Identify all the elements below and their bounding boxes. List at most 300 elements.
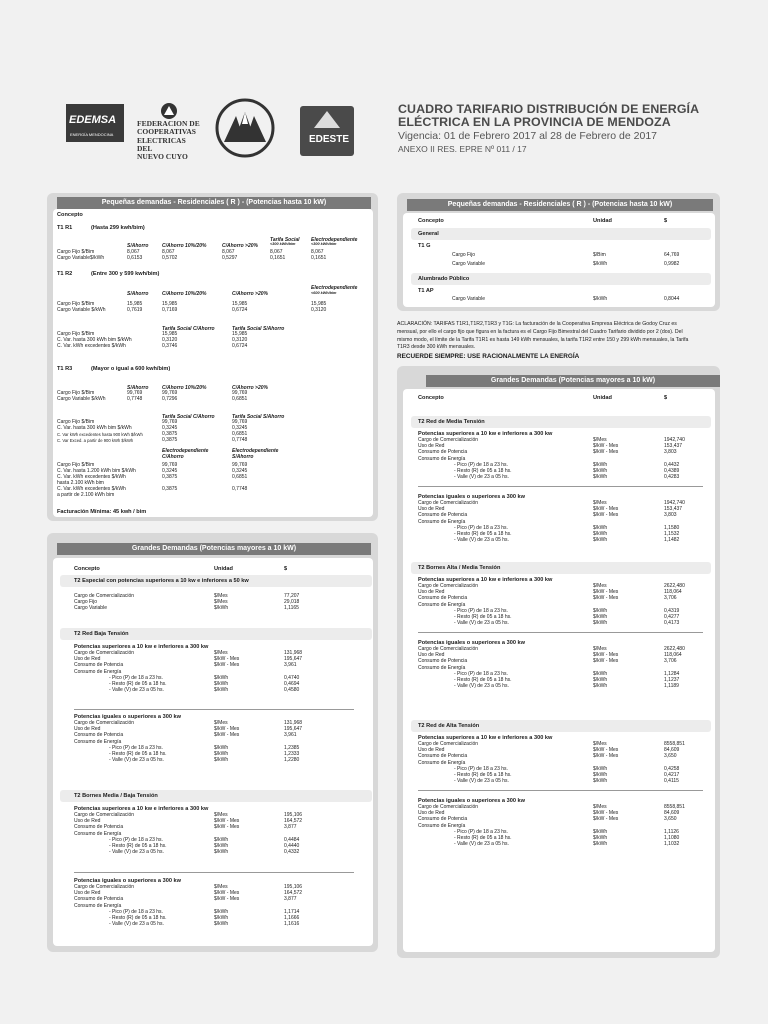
rows-3-0: Consumo de Energía [418, 455, 466, 462]
mt-g2-title: Potencias iguales o superiores a 300 kw [418, 494, 525, 500]
rows3-2-0: C. Var. kWh excedentes $/kWh [57, 474, 126, 480]
rows-6-0: - Valle (V) de 23 a 05 hs. [454, 841, 509, 848]
r3-cols3-1: Electrodependiente [232, 448, 279, 454]
rows-0-0: Cargo de Comercialización [74, 884, 135, 890]
rows-0-0: Cargo de Comercialización [418, 804, 479, 810]
rows-2-1: $/kW - Mes [593, 449, 619, 456]
left1-r3-code: T1 R3 [57, 366, 73, 372]
rows-2-2: 3,706 [664, 658, 677, 665]
fed-logo-line: COOPERATIVAS [137, 127, 196, 137]
rows3-0-2: 99,769 [232, 462, 248, 468]
rows3-5-0: a partir de 2.100 kWh bim [57, 492, 115, 498]
rows-6-2: 1,1482 [664, 537, 680, 544]
right1-ap-title: Alumbrado Público [418, 276, 470, 282]
rows3-0-1: 99,769 [162, 462, 178, 468]
rows-1-1: $/Mes [214, 599, 228, 606]
left1-concepto: Concepto [57, 212, 83, 218]
rows-0-1: $/Mes [593, 646, 607, 652]
rows2-1-2: 0,3120 [232, 337, 248, 343]
rows-5-0: - Resto (R) de 05 a 18 hs. [454, 531, 512, 537]
rows-2-2: 3,877 [284, 896, 297, 903]
rows-6-0: - Valle (V) de 23 a 05 hs. [454, 474, 509, 481]
rows2-0-0: Cargo Fijo $/Bim [57, 419, 95, 425]
rows-1-0: Uso de Red [74, 818, 101, 825]
rows-0-1: $/Mes [214, 593, 228, 599]
rows3-3-0: hasta 2.100 kWh bim [57, 480, 104, 486]
rows-5-1: $/kWh [593, 677, 608, 683]
rows-2-0: Consumo de Potencia [74, 662, 124, 669]
rows-5-2: 0,4217 [664, 772, 680, 778]
rows-6-1: $/kWh [593, 683, 608, 690]
rows2-3-1: 0,3875 [162, 437, 178, 443]
rows-0-2: 195,106 [284, 812, 303, 818]
rows3-1-1: 0,3245 [162, 468, 178, 474]
rows-5-2: 0,4277 [664, 614, 680, 620]
r2-cols-2: C/Ahorro >20% [232, 291, 268, 297]
rows-2-2: 3,877 [284, 824, 297, 831]
rows-0-0: Cargo de Comercialización [418, 583, 479, 589]
note-line-2: mensual, por ello el cargo fijo que figura en la factura es el Cargo Fijo Bimestral del Cuadro Tarifario dividido por 2 (dos). Del [397, 328, 683, 335]
rows-1-1: $/kW - Mes [593, 747, 619, 754]
rows-4-2: 0,4319 [664, 607, 680, 614]
rows2-2-2: 0,6851 [232, 431, 248, 437]
rows-1-3: 0,6724 [232, 307, 248, 313]
rows-2-2: 3,650 [664, 816, 677, 823]
rows-3-0: Consumo de Energía [74, 738, 122, 745]
rows-1-2: 195,647 [284, 656, 303, 663]
rows-4-1: $/kWh [593, 828, 608, 835]
rows-6-1: $/kWh [593, 778, 608, 785]
ap-rows-0-2: 0,8044 [664, 296, 680, 302]
rows-1-2: 153,437 [664, 506, 683, 513]
rows-6-2: 1,1032 [664, 841, 680, 848]
rows-4-2: 0,4432 [664, 461, 680, 468]
rows2-1-1: 0,3245 [162, 425, 178, 431]
rows-0-1: $/Mes [214, 720, 228, 726]
rows-4-2: 0,4740 [284, 674, 300, 681]
at-g2-title: Potencias iguales o superiores a 300 kw [418, 798, 525, 804]
rows-5-0: - Resto (R) de 05 a 18 hs. [109, 843, 167, 849]
rows-1-1: $/kWh [593, 261, 608, 267]
rows2-1-0: C. Var. hasta 300 kWh bim $/kWh [57, 425, 132, 431]
rows-1-0: Uso de Red [74, 890, 101, 897]
rows3-2-2: 0,6851 [232, 474, 248, 480]
r1-subs-0: <300 kWh/bim [270, 242, 296, 246]
right1-t1g: T1 G [418, 243, 431, 249]
rows-5-2: 1,2333 [284, 751, 300, 757]
rows-1-1: $/kW - Mes [593, 810, 619, 817]
at-g1-title: Potencias superiores a 10 kw e inferiores a 300 kw [418, 735, 553, 741]
rows-0-0: Cargo de Comercialización [418, 437, 479, 443]
right2-hdr-2: $ [664, 395, 668, 401]
r3-cols-0: S/Ahorro [127, 385, 149, 391]
rows-1-2: 153,437 [664, 443, 683, 450]
rows-4-1: $/kWh [214, 908, 229, 915]
rows2-0-0: Cargo Fijo $/Bim [57, 331, 95, 337]
rows-4-1: $/kWh [593, 461, 608, 468]
rows-0-1: $/Bim [593, 252, 606, 258]
rows-6-0: - Valle (V) de 23 a 05 hs. [454, 778, 509, 785]
r3-cols-1: C/Ahorro 10%/20% [162, 385, 207, 391]
rows-6-1: $/kWh [593, 841, 608, 848]
rows-2-0: Consumo de Potencia [418, 816, 468, 823]
rows-4-0: - Pico (P) de 18 a 23 hs. [454, 524, 508, 531]
rows-1-1: $/kW - Mes [593, 506, 619, 513]
rows-2-0: Consumo de Potencia [418, 595, 468, 602]
left2-t2b-title: T2 Red Baja Tensión [74, 631, 129, 637]
rows-4-0: - Pico (P) de 18 a 23 hs. [109, 674, 163, 681]
divider [418, 486, 703, 487]
rows-2-1: $/kWh [214, 605, 229, 612]
rows2-0-1: 99,769 [162, 419, 178, 425]
rows-6-1: $/kWh [593, 620, 608, 627]
ap-rows-0-1: $/kWh [593, 296, 608, 302]
rows-0-2: 64,769 [664, 252, 680, 258]
left2-t2bm-title: T2 Bornes Media / Baja Tensión [74, 793, 158, 799]
rows-5-2: 1,1237 [664, 677, 680, 683]
title-line-1: CUADRO TARIFARIO DISTRIBUCIÓN DE ENERGÍA [398, 102, 700, 116]
rows-2-1: $/kW - Mes [593, 816, 619, 823]
r2-cols2-1: Tarifa Social S/Ahorro [232, 326, 285, 332]
rows-1-1: $/kW - Mes [214, 818, 240, 825]
edemsa-logo-subtext: ENERGÍA MENDOCINA [70, 132, 114, 137]
rows-0-4: 15,985 [311, 301, 327, 307]
rows-3-0: Consumo de Energía [418, 601, 466, 608]
rows-1-2: 164,572 [284, 818, 303, 825]
rows-0-2: 195,106 [284, 884, 303, 890]
rows-0-2: 131,968 [284, 720, 303, 726]
rows-1-2: 118,064 [664, 652, 682, 659]
left1-r2-sub: <600 kWh/bim [311, 291, 337, 295]
note-line-4: T1R3 desde 300 kWh mensuales. [397, 344, 476, 351]
rows-2-2: 3,706 [664, 595, 677, 602]
t2bm-g1-title: Potencias superiores a 10 kw e inferiores a 300 kw [74, 806, 209, 812]
rows-0-5: 8,067 [311, 249, 324, 255]
rows-1-2: 195,647 [284, 726, 303, 733]
rows-1-1: 0,7748 [127, 396, 143, 402]
right2-at-title: T2 Red de Alta Tensión [418, 723, 480, 729]
left1-r3-range: (Mayor o igual a 600 kwh/bim) [91, 366, 171, 372]
rows-2-0: Consumo de Potencia [74, 732, 124, 739]
rows-0-0: Cargo de Comercialización [74, 593, 135, 599]
rows-0-2: 8558,851 [664, 804, 685, 810]
r1-cols-0: S/Ahorro [127, 243, 149, 249]
rows-0-0: Cargo de Comercialización [418, 500, 479, 506]
rows-2-1: $/kW - Mes [214, 824, 240, 831]
rows-0-1: $/Mes [214, 812, 228, 818]
rows-5-1: $/kWh [214, 751, 229, 757]
rows-6-1: $/kWh [593, 537, 608, 544]
rows-0-1: 8,067 [127, 249, 140, 255]
rows-1-1: 0,7619 [127, 307, 143, 313]
rows-0-2: 2622,480 [664, 646, 685, 652]
rows-4-2: 1,1580 [664, 524, 680, 531]
rows-1-2: 0,7296 [162, 396, 178, 402]
r1-cols-4: Electrodependiente [311, 237, 358, 243]
rows-1-2: 0,5702 [162, 255, 178, 261]
rows-6-2: 0,4332 [284, 849, 300, 856]
rows3-4-2: 0,7748 [232, 486, 248, 492]
fed-logo-line: NUEVO CUYO [137, 152, 188, 162]
rows-1-0: Cargo Variable $/kWh [57, 396, 106, 402]
rows3-4-0: C. Var. kWh excedentes $/kWh [57, 486, 126, 492]
rows-0-0: Cargo de Comercialización [74, 812, 135, 818]
rows-0-3: 15,985 [232, 301, 248, 307]
r3-cols-2: C/Ahorro >20% [232, 385, 268, 391]
fed-logo-line: FEDERACION DE [137, 119, 200, 128]
rows-5-0: - Resto (R) de 05 a 18 hs. [109, 681, 167, 687]
fed-logo-line: ELECTRICAS DEL [137, 135, 186, 153]
rows2-1-2: 0,3245 [232, 425, 248, 431]
rows-2-0: Consumo de Potencia [74, 824, 124, 831]
rows-1-1: $/kW - Mes [593, 589, 619, 596]
rows2-1-1: 0,3120 [162, 337, 178, 343]
rows-4-1: $/kWh [593, 607, 608, 614]
rows-0-0: Cargo Fijo $/Bim [57, 301, 95, 307]
rows-5-2: 1,1080 [664, 835, 680, 841]
r1-cols-2: C/Ahorro >20% [222, 243, 258, 249]
rows-2-0: Cargo Variable [74, 605, 107, 612]
rows-2-2: 3,961 [284, 732, 297, 739]
rows-1-1: $/kW - Mes [593, 652, 619, 659]
rows-5-0: - Resto (R) de 05 a 18 hs. [454, 614, 512, 620]
rows-1-2: 29,018 [284, 599, 300, 606]
left2-hdr-1: Unidad [214, 566, 233, 572]
rows-2-2: 1,1165 [284, 605, 299, 612]
rows-1-4: 0,1651 [270, 255, 286, 261]
rows-6-1: $/kWh [214, 921, 229, 928]
rows-6-2: 1,1616 [284, 921, 300, 928]
rows2-2-1: 0,3746 [162, 343, 178, 349]
rows2-0-2: 15,985 [232, 331, 248, 337]
rows-0-3: 8,067 [222, 249, 235, 255]
rows-6-0: - Valle (V) de 23 a 05 hs. [109, 849, 164, 856]
rows-4-2: 1,2385 [284, 744, 300, 751]
rows-0-1: $/Mes [593, 437, 607, 443]
rows-5-2: 0,4389 [664, 468, 680, 474]
rows2-2-0: C. Var kWh excedentes hasta 900 kWh $/kWh [57, 432, 143, 437]
rows-2-2: 3,961 [284, 662, 297, 669]
rows-5-1: $/kWh [214, 915, 229, 921]
left2-t2e-title: T2 Especial con potencias superiores a 10 kw e inferiores a 50 kw [74, 578, 249, 584]
rows-4-0: - Pico (P) de 18 a 23 hs. [454, 765, 508, 772]
rows-5-1: $/kWh [593, 614, 608, 620]
rows-1-2: 0,7169 [162, 307, 178, 313]
rows3-2-1: 0,3875 [162, 474, 178, 480]
rows-3-0: Consumo de Energía [418, 664, 466, 671]
r3-cols3b-1: S/Ahorro [232, 454, 254, 460]
bam-g1-title: Potencias superiores a 10 kw e inferiores a 300 kw [418, 577, 553, 583]
right1-general: General [418, 231, 439, 237]
r2-cols-0: S/Ahorro [127, 291, 149, 297]
rows-0-2: 8558,851 [664, 741, 685, 747]
rows3-1-0: C. Var. hasta 1.200 kWh bim $/kWh [57, 468, 136, 474]
rows-0-1: $/Mes [593, 583, 607, 589]
note-line-1: ACLARACIÓN: TARIFAS T1R1,T1R2,T1R3 y T1G: La facturación de la Cooperativa Empresa Eléctrica de Godoy Cruz es [397, 321, 677, 327]
left1-r1-code: T1 R1 [57, 225, 73, 231]
left2-hdr-0: Concepto [74, 566, 100, 572]
rows-6-2: 0,4283 [664, 474, 680, 481]
rows-2-1: $/kW - Mes [214, 732, 240, 739]
rows2-2-1: 0,3875 [162, 431, 178, 437]
left1-minima: Facturación Mínima: 45 kwh / bim [57, 509, 147, 515]
rows-1-0: Uso de Red [418, 652, 445, 659]
rows-5-2: 1,1666 [284, 915, 300, 921]
rows-4-0: - Pico (P) de 18 a 23 hs. [454, 828, 508, 835]
t2b-g1-title: Potencias superiores a 10 kw e inferiores a 300 kw [74, 644, 209, 650]
rows-1-0: Uso de Red [74, 656, 101, 663]
rows-1-1: $/kW - Mes [214, 656, 240, 663]
rows-2-1: $/kW - Mes [214, 896, 240, 903]
rows-0-2: 1942,740 [664, 437, 685, 443]
rows-1-0: Uso de Red [418, 810, 445, 817]
rows-1-0: Uso de Red [418, 443, 445, 450]
rows-1-1: $/kW - Mes [593, 443, 619, 450]
rows-2-2: 3,650 [664, 753, 677, 760]
rows-5-0: - Resto (R) de 05 a 18 hs. [109, 915, 167, 921]
rows-1-3: 0,6851 [232, 396, 248, 402]
rows-5-2: 0,4440 [284, 843, 300, 849]
rows-5-2: 0,4694 [284, 681, 300, 687]
left-residential-bar: Pequeñas demandas - Residenciales ( R ) - (Potencias hasta 10 kW) [57, 197, 371, 209]
rows-1-0: Cargo Variable$/kWh [57, 255, 105, 261]
rows-0-2: 15,985 [162, 301, 178, 307]
divider [418, 632, 703, 633]
rows-1-5: 0,1651 [311, 255, 327, 261]
rows2-2-2: 0,6724 [232, 343, 248, 349]
rows-1-4: 0,3120 [311, 307, 327, 313]
rows-0-0: Cargo de Comercialización [418, 741, 479, 747]
r1-cols-1: C/Ahorro 10%/20% [162, 243, 207, 249]
rows-2-0: Consumo de Potencia [74, 896, 124, 903]
left1-r2-code: T1 R2 [57, 271, 73, 277]
rows-6-2: 0,4173 [664, 620, 680, 627]
r2-cols2-0: Tarifa Social C/Ahorro [162, 326, 215, 332]
rows-5-0: - Resto (R) de 05 a 18 hs. [454, 835, 512, 841]
rows-5-1: $/kWh [593, 772, 608, 778]
r2-cols-1: C/Ahorro 10%/20% [162, 291, 207, 297]
note-recuerde: RECUERDE SIEMPRE: USE RACIONALMENTE LA ENERGÍA [397, 353, 580, 361]
rows-0-2: 99,769 [162, 390, 178, 396]
rows-5-1: $/kWh [214, 681, 229, 687]
r3-cols3b-0: C/Ahorro [162, 454, 184, 460]
rows-2-0: Consumo de Potencia [418, 753, 468, 760]
rows-0-1: $/Mes [214, 884, 228, 890]
rows-0-2: 77,207 [284, 593, 300, 599]
rows3-4-1: 0,3875 [162, 486, 178, 492]
rows-6-2: 1,2280 [284, 757, 300, 764]
mt-g1-title: Potencias superiores a 10 kw e inferiores a 300 kw [418, 431, 553, 437]
rows-6-0: - Valle (V) de 23 a 05 hs. [454, 537, 509, 544]
rows-0-1: $/Mes [593, 500, 607, 506]
rows-0-0: Cargo de Comercialización [74, 650, 135, 656]
rows-0-1: $/Mes [593, 804, 607, 810]
rows-1-1: $/kW - Mes [214, 890, 240, 897]
rows-0-1: 99,769 [127, 390, 143, 396]
right2-hdr-0: Concepto [418, 395, 444, 401]
rows-2-1: $/kW - Mes [593, 595, 619, 602]
rows-2-0: Consumo de Potencia [418, 449, 468, 456]
ap-rows-0-0: Cargo Variable [452, 296, 485, 302]
rows-5-0: - Resto (R) de 05 a 18 hs. [454, 772, 512, 778]
rows-6-0: - Valle (V) de 23 a 05 hs. [109, 921, 164, 928]
right1-hdr-0: Concepto [418, 218, 444, 224]
rows-0-1: $/Mes [593, 741, 607, 747]
rows-4-0: - Pico (P) de 18 a 23 hs. [454, 461, 508, 468]
rows-0-1: $/Mes [214, 650, 228, 656]
right2-bam-title: T2 Bornes Alta / Media Tensión [418, 565, 501, 571]
rows-6-2: 1,1189 [664, 683, 679, 690]
rows-0-2: 8,067 [162, 249, 175, 255]
rows-1-2: 84,609 [664, 747, 680, 754]
t2bm-g2-title: Potencias iguales o superiores a 300 kw [74, 878, 181, 884]
right2-hdr-1: Unidad [593, 395, 612, 401]
rows-2-0: Consumo de Potencia [418, 512, 468, 519]
rows-0-0: Cargo de Comercialización [418, 646, 479, 652]
rows-5-1: $/kWh [593, 468, 608, 474]
rows-1-0: Cargo Fijo [74, 599, 98, 606]
rows2-3-2: 0,7748 [232, 437, 248, 443]
rows-5-2: 1,1532 [664, 531, 680, 537]
rows-0-2: 131,968 [284, 650, 303, 656]
rows-6-2: 0,4580 [284, 687, 300, 694]
rows-4-2: 1,1284 [664, 670, 680, 677]
rows2-2-0: C. Var. kWh excedentes $/kWh [57, 343, 126, 349]
rows-6-0: - Valle (V) de 23 a 05 hs. [109, 757, 164, 764]
rows2-1-0: C. Var. hasta 300 kWh bim $/kWh [57, 337, 132, 343]
rows-0-0: Cargo de Comercialización [74, 720, 135, 726]
rows-0-2: 1942,740 [664, 500, 685, 506]
rows-6-1: $/kWh [214, 687, 229, 694]
rows-3-0: Consumo de Energía [74, 668, 122, 675]
rows-1-2: 0,9982 [664, 261, 680, 267]
rows-6-2: 0,4115 [664, 778, 679, 785]
rows-0-1: 15,985 [127, 301, 143, 307]
rows-6-0: - Valle (V) de 23 a 05 hs. [454, 620, 509, 627]
rows-3-0: Consumo de Energía [418, 518, 466, 525]
r1-cols-3: Tarifa Social [270, 237, 300, 243]
rows-2-2: 3,803 [664, 512, 677, 519]
rows-0-0: Cargo Fijo [452, 252, 476, 258]
rows-1-0: Cargo Variable [452, 261, 485, 267]
rows-1-0: Uso de Red [74, 726, 101, 733]
left-grandes-bar: Grandes Demandas (Potencias mayores a 10 kW) [57, 543, 371, 555]
rows2-0-2: 99,769 [232, 419, 248, 425]
bam-g2-title: Potencias iguales o superiores a 300 kw [418, 640, 525, 646]
rows-1-0: Uso de Red [418, 747, 445, 754]
rows-3-0: Consumo de Energía [74, 902, 122, 909]
rows-4-2: 1,1126 [664, 828, 679, 835]
rows-5-1: $/kWh [214, 843, 229, 849]
rows-1-3: 0,5297 [222, 255, 238, 261]
rows-5-0: - Resto (R) de 05 a 18 hs. [454, 468, 512, 474]
left1-r2-range: (Entre 300 y 599 kwh/bim) [91, 271, 160, 277]
anexo: ANEXO II RES. EPRE Nº 011 / 17 [398, 144, 527, 154]
note-line-3: mismo modo, el límite de la Tarifa T1R1 es hasta 149 kWh mensuales, la tarifa T1R2 entre 150 y 299 kWh mensuales, la Tarifa [397, 336, 689, 343]
rows-4-1: $/kWh [593, 765, 608, 772]
rows-1-1: 0,6153 [127, 255, 143, 261]
rows-0-4: 8,067 [270, 249, 283, 255]
right2-mt-title: T2 Red de Media Tensión [418, 419, 485, 425]
rows-2-1: $/kW - Mes [593, 753, 619, 760]
rows-6-0: - Valle (V) de 23 a 05 hs. [109, 687, 164, 694]
rows-0-3: 99,769 [232, 390, 248, 396]
rows-4-1: $/kWh [214, 836, 229, 843]
rows-4-1: $/kWh [214, 674, 229, 681]
rows-6-1: $/kWh [214, 757, 229, 764]
rows3-1-2: 0,3245 [232, 468, 248, 474]
r3-cols3-0: Electrodependiente [162, 448, 209, 454]
